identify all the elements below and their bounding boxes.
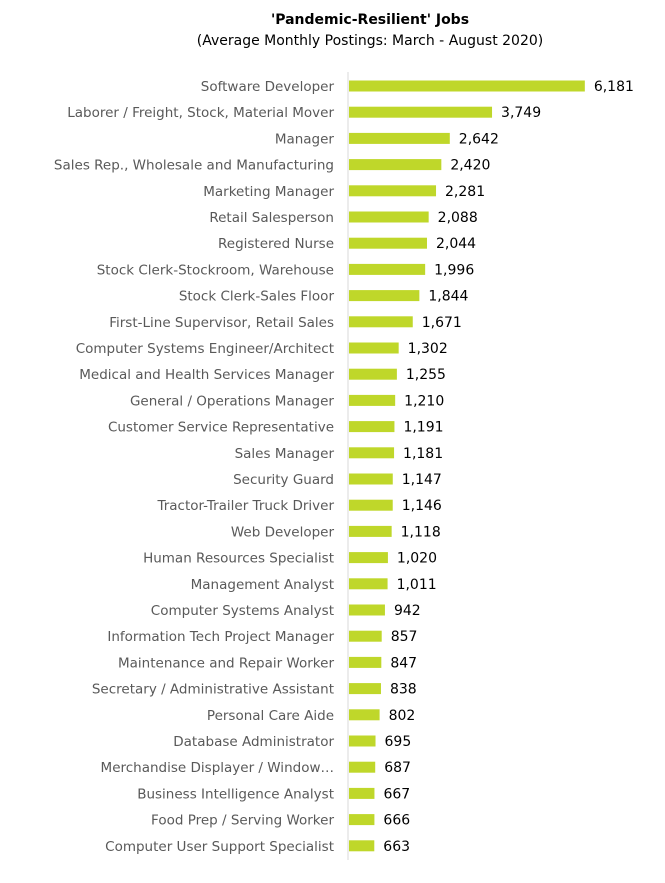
data-label: 663 [383,838,411,855]
data-label: 1,996 [434,262,475,279]
data-label: 2,044 [435,236,477,253]
category-label: Computer User Support Specialist [105,838,334,855]
bar [349,264,425,275]
bar [349,316,413,327]
bar [349,526,392,537]
bar [349,107,492,118]
data-label: 2,088 [437,210,478,226]
chart-title: 'Pandemic-Resilient' Jobs [270,12,470,28]
bar [349,605,385,616]
bar [349,762,375,773]
category-label: Laborer / Freight, Stock, Material Mover [67,105,334,122]
data-label: 1,671 [421,314,462,331]
data-label: 1,302 [407,341,448,357]
bar [349,814,374,825]
bar [349,238,427,249]
data-label: 667 [383,786,411,803]
data-label: 1,844 [428,288,469,305]
chart-subtitle: (Average Monthly Postings: March - August 2020) [196,33,544,49]
data-label: 666 [383,812,411,829]
bar [349,447,394,458]
data-label: 1,181 [403,445,444,462]
category-label: Manager [274,131,334,148]
category-label: Business Intelligence Analyst [137,786,334,803]
data-label: 1,210 [404,393,445,410]
data-label: 6,181 [593,79,634,95]
data-label: 1,118 [400,524,441,541]
category-label: Security Guard [233,472,334,488]
data-label: 847 [390,655,418,672]
category-label: Computer Systems Analyst [150,603,334,619]
data-label: 838 [389,681,417,698]
category-label: Stock Clerk-Sales Floor [178,288,334,305]
data-label: 1,011 [396,576,437,593]
bar [349,185,436,196]
data-label: 1,146 [401,498,442,515]
data-label: 802 [388,707,416,724]
category-label: First-Line Supervisor, Retail Sales [109,314,334,331]
bars-group [54,79,634,855]
category-label: Retail Salesperson [209,210,334,226]
category-label: Registered Nurse [218,236,334,253]
bar [349,369,397,380]
data-label: 857 [390,629,418,646]
bar [349,133,450,144]
bar [349,657,381,668]
category-label: Computer Systems Engineer/Architect [75,341,334,357]
category-label: General / Operations Manager [129,393,334,410]
bar [349,159,441,170]
bar [349,474,393,485]
bar [349,343,399,354]
data-label: 1,255 [405,367,446,384]
bar [349,578,388,589]
bar [349,736,376,747]
data-label: 1,191 [403,419,444,436]
category-label: Database Administrator [173,734,334,750]
data-label: 2,642 [458,131,499,148]
bar [349,421,394,432]
category-label: Food Prep / Serving Worker [151,812,334,829]
bar [349,290,419,301]
category-label: Sales Rep., Wholesale and Manufacturing [53,157,334,174]
category-label: Stock Clerk-Stockroom, Warehouse [96,262,334,279]
data-label: 687 [384,760,411,777]
data-label: 3,749 [501,105,542,122]
category-label: Medical and Health Services Manager [79,367,334,384]
bar [349,81,585,92]
category-label: Information Tech Project Manager [107,629,334,646]
category-label: Secretary / Administrative Assistant [91,681,334,698]
bar [349,631,382,642]
category-label: Personal Care Aide [206,707,334,724]
category-label: Marketing Manager [203,183,334,200]
bar [349,840,374,851]
data-label: 695 [384,734,412,750]
category-label: Management Analyst [190,576,334,593]
category-label: Human Resources Specialist [143,550,334,567]
bar [349,552,388,563]
category-label: Merchandise Displayer / Window… [100,760,334,777]
bar [349,500,393,511]
bar [349,395,395,406]
data-label: 1,147 [401,472,442,488]
data-label: 1,020 [396,550,438,567]
category-label: Customer Service Representative [107,419,334,436]
category-label: Sales Manager [234,445,334,462]
category-label: Tractor-Trailer Truck Driver [157,498,334,515]
category-label: Maintenance and Repair Worker [118,655,334,672]
data-label: 942 [393,603,421,619]
data-label: 2,420 [450,157,491,174]
bar [349,709,380,720]
bar [349,788,374,799]
bar [349,683,381,694]
category-label: Web Developer [230,524,334,541]
category-label: Software Developer [200,79,334,95]
bar [349,212,429,223]
data-label: 2,281 [445,183,486,200]
